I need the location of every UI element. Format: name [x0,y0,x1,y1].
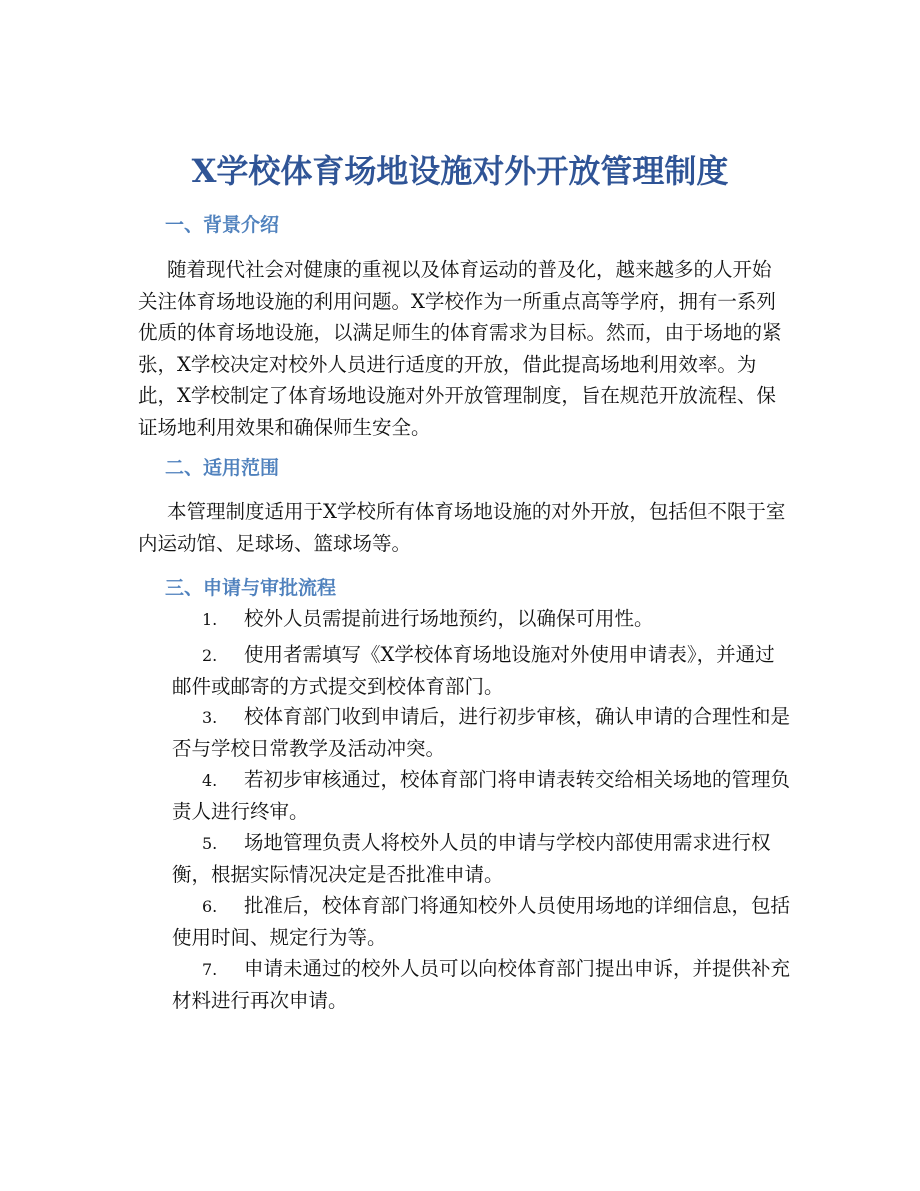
list-number: 4. [202,771,218,790]
list-number: 6. [202,897,218,916]
section-heading-background: 一、背景介绍 [165,214,280,236]
list-item: 校体育部门收到申请后，进行初步审核，确认申请的合理性和是否与学校日常教学及活动冲突。 [172,705,791,760]
section-heading-process: 三、申请与审批流程 [165,577,337,599]
list-item: 使用者需填写《X学校体育场地设施对外使用申请表》，并通过邮件或邮寄的方式提交到校体育部门。 [172,643,775,698]
section-paragraph-scope: 本管理制度适用于X学校所有体育场地设施的对外开放，包括但不限于室内运动馆、足球场、篮球场等。 [138,500,786,555]
list-item: 若初步审核通过，校体育部门将申请表转交给相关场地的管理负责人进行终审。 [172,768,791,823]
list-item: 场地管理负责人将校外人员的申请与学校内部使用需求进行权衡，根据实际情况决定是否批准申请。 [172,831,771,886]
list-number: 7. [202,960,218,979]
list-number: 1. [202,610,218,629]
list-number: 2. [202,646,218,665]
section-heading-scope: 二、适用范围 [165,457,280,479]
section-paragraph-background: 随着现代社会对健康的重视以及体育运动的普及化，越来越多的人开始关注体育场地设施的利用问题。X学校作为一所重点高等学府，拥有一系列优质的体育场地设施，以满足师生的体育需求为目标。然而，由于场地的紧张，X学校决定对校外人员进行适度的开放，借此提高场地利用效率。为此，X学校制定了体育场地设施对外开放管理制度，旨在规范开放流程、保证场地利用效果和确保师生安全。 [138,258,782,439]
document-title: X学校体育场地设施对外开放管理制度 [191,152,729,190]
list-item: 申请未通过的校外人员可以向校体育部门提出申诉，并提供补充材料进行再次申请。 [172,957,791,1012]
list-item: 校外人员需提前进行场地预约，以确保可用性。 [244,607,654,630]
list-item: 批准后，校体育部门将通知校外人员使用场地的详细信息，包括使用时间、规定行为等。 [172,894,791,949]
list-number: 5. [202,834,218,853]
list-number: 3. [202,708,218,727]
